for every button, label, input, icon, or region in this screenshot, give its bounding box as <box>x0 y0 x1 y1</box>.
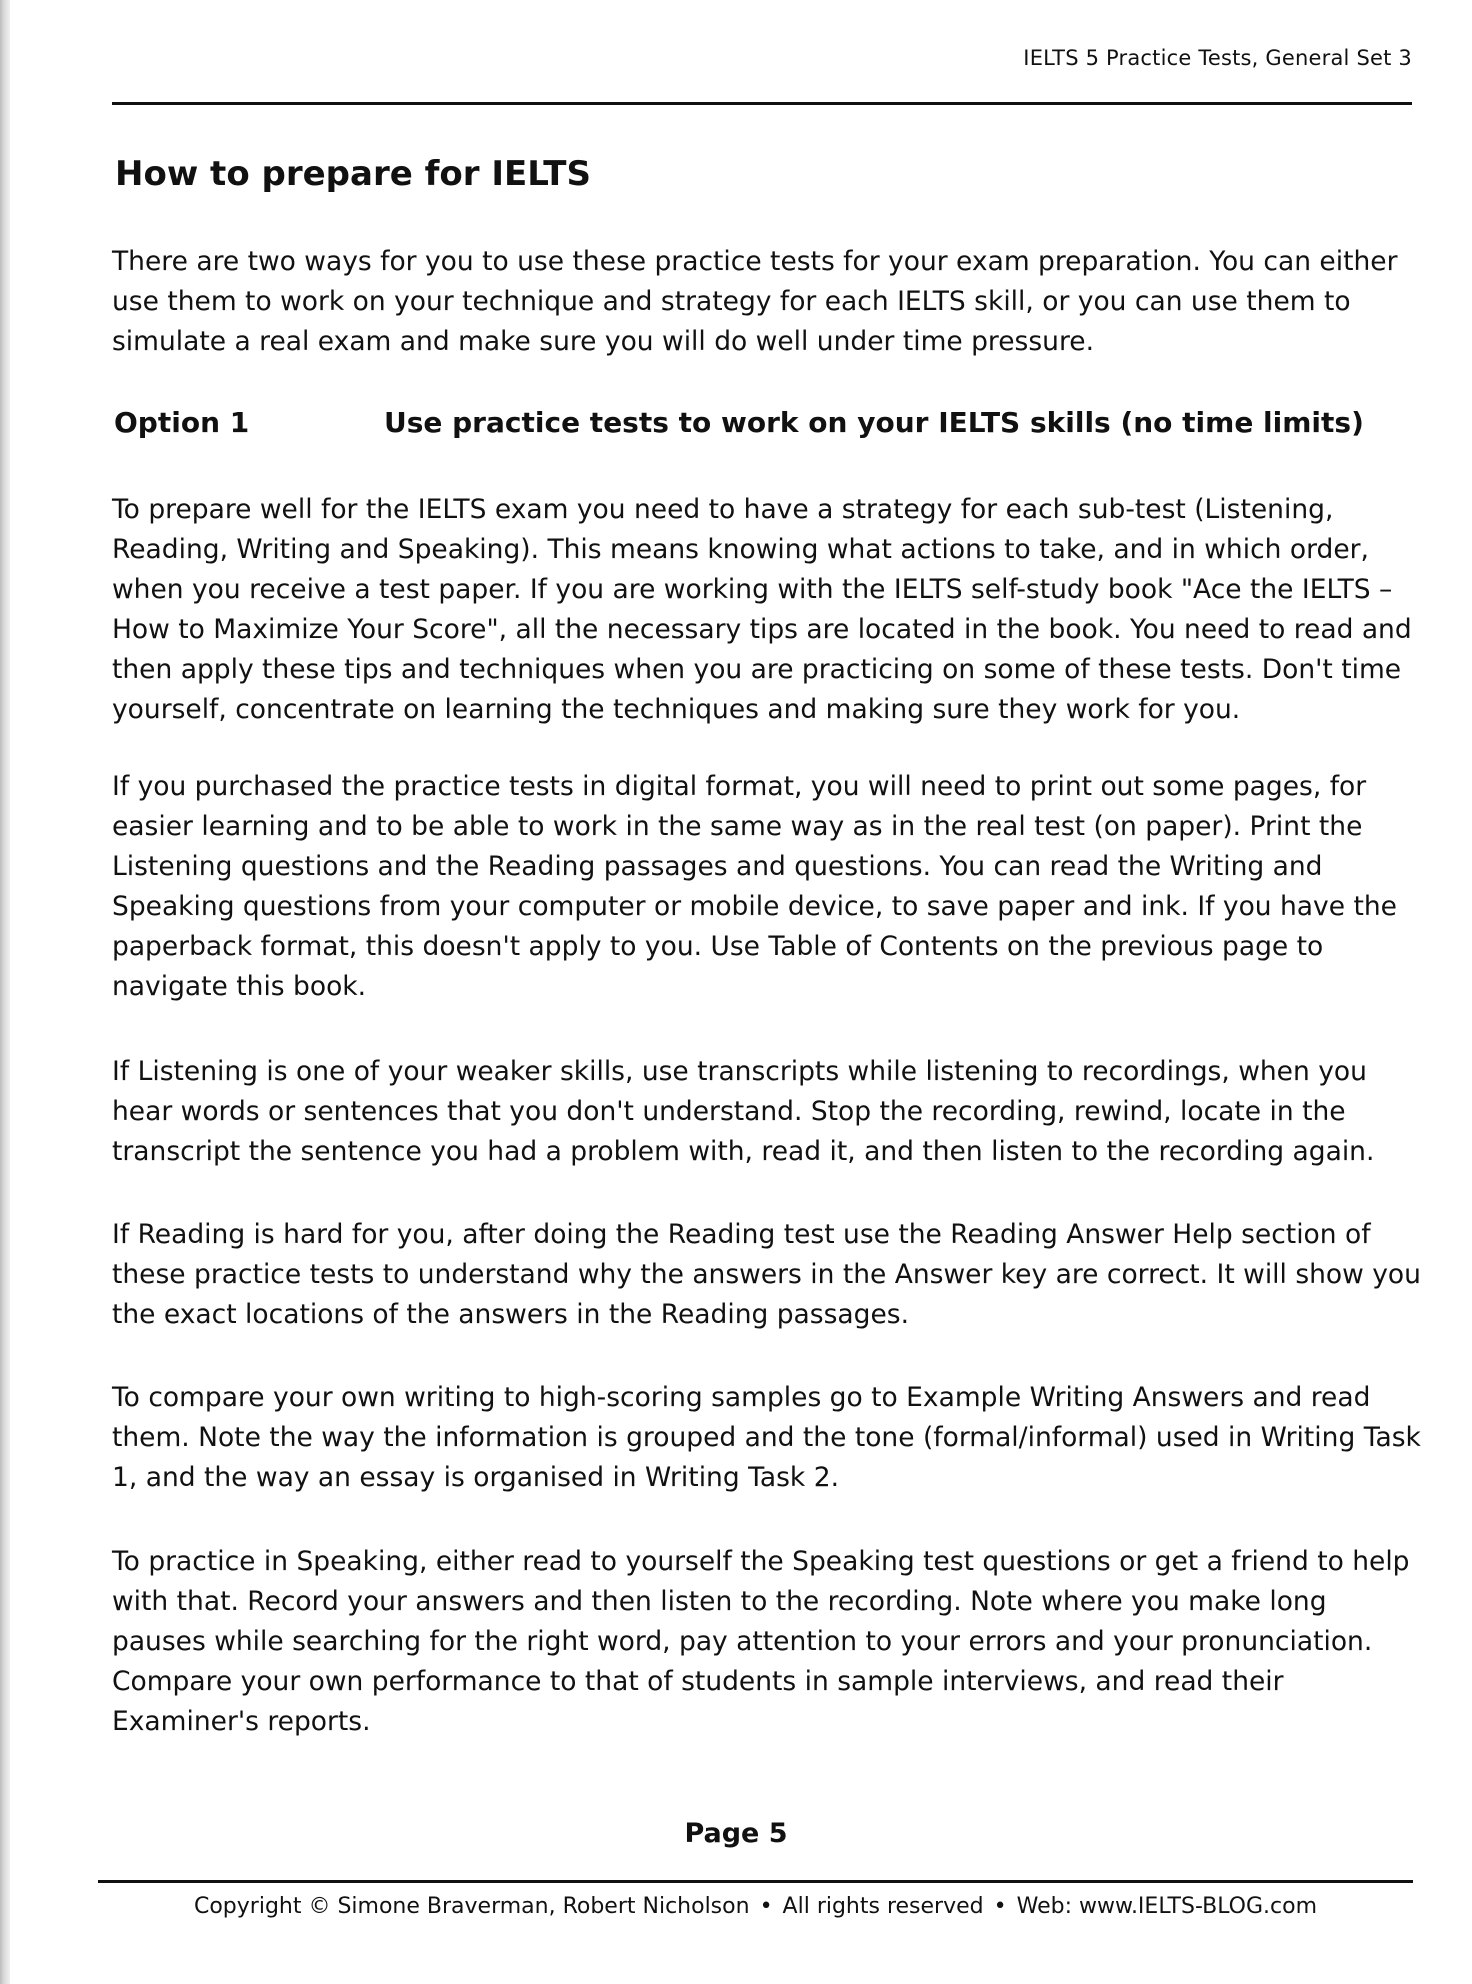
option-label: Option 1 <box>114 406 250 439</box>
paragraph-reading: If Reading is hard for you, after doing the Reading test use the Reading Answer Help section of these practice tests to understand why the answers in the Answer key are correct. It will show you the exact locations of the answers in the Reading passages. <box>112 1219 1421 1330</box>
paragraph-strategy: To prepare well for the IELTS exam you need to have a strategy for each sub-test (Listening, Reading, Writing and Speaking). This means knowing what actions to take, and in which order, when you receive a test paper. If you are working with the IELTS self-study book "Ace the IELTS – How to Maximize Your Score", all the necessary tips are located in the book. You need to read and then apply these tips and techniques when you are practicing on some of these tests. Don't time yourself, concentrate on learning the techniques and making sure they work for you. <box>112 494 1412 725</box>
header-rule <box>112 102 1412 105</box>
paragraph-listening: If Listening is one of your weaker skills, use transcripts while listening to recordings, when you hear words or sentences that you don't understand. Stop the recording, rewind, locate in the transcript the sentence you had a problem with, read it, and then listen to the recording again. <box>112 1056 1375 1167</box>
footer-rights: All rights reserved <box>782 1894 984 1919</box>
running-head: IELTS 5 Practice Tests, General Set 3 <box>1023 46 1412 70</box>
book-spine-shadow <box>0 0 10 1984</box>
footer-separator: • <box>759 1894 773 1919</box>
paragraph-writing: To compare your own writing to high-scoring samples go to Example Writing Answers and read them. Note the way the information is grouped and the tone (formal/informal) used in Writing Task 1, and the way an essay is organised in Writing Task 2. <box>112 1382 1421 1493</box>
paragraph-digital-format: If you purchased the practice tests in digital format, you will need to print out some pages, for easier learning and to be able to work in the same way as in the real test (on paper). Print the Listening questions and the Reading passages and questions. You can read the Writing and Speaking questions from your computer or mobile device, to save paper and ink. If you have the paperback format, this doesn't apply to you. Use Table of Contents on the previous page to navigate this book. <box>112 771 1397 1002</box>
footer-rule <box>98 1880 1413 1883</box>
option-heading <box>114 406 1414 439</box>
page-number: Page 5 <box>684 1818 788 1849</box>
page-title: How to prepare for IELTS <box>115 154 591 194</box>
footer <box>98 1894 1413 1919</box>
footer-copyright: Copyright © Simone Braverman, Robert Nicholson <box>193 1894 750 1919</box>
footer-separator: • <box>993 1894 1007 1919</box>
intro-paragraph: There are two ways for you to use these practice tests for your exam preparation. You can either use them to work on your technique and strategy for each IELTS skill, or you can use them to simulate a real exam and make sure you will do well under time pressure. <box>112 246 1398 357</box>
footer-web-link[interactable]: Web: www.IELTS-BLOG.com <box>1016 1894 1318 1919</box>
option-title: Use practice tests to work on your IELTS skills (no time limits) <box>384 406 1364 439</box>
paragraph-speaking: To practice in Speaking, either read to yourself the Speaking test questions or get a friend to help with that. Record your answers and then listen to the recording. Note where you make long pauses while searching for the right word, pay attention to your errors and your pronunciation. Compare your own performance to that of students in sample interviews, and read their Examiner's reports. <box>112 1546 1410 1737</box>
